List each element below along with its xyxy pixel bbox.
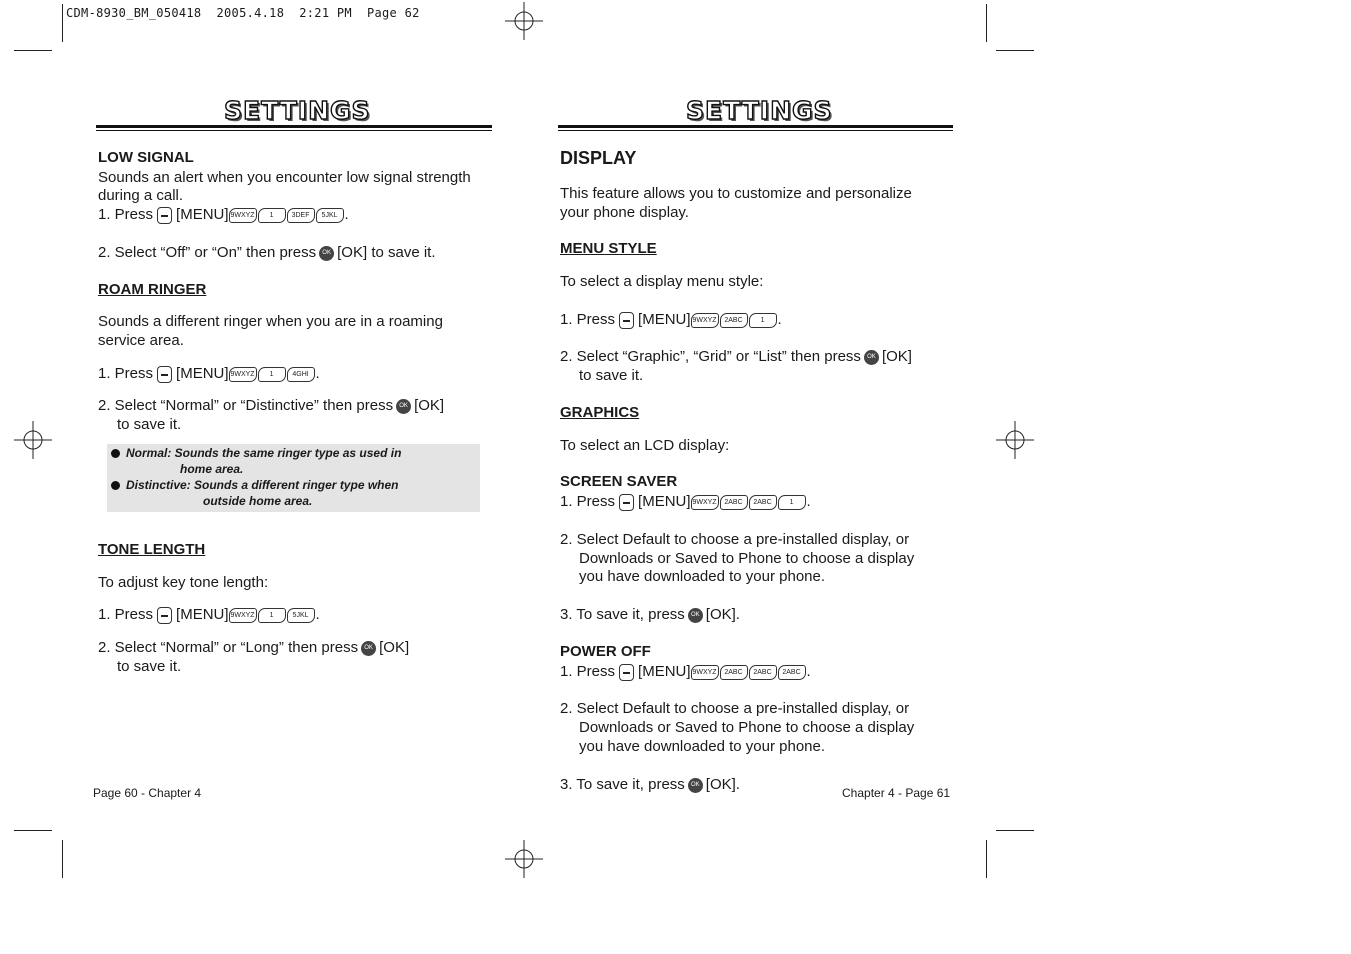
bullet-icon	[111, 481, 120, 490]
ok-key-icon: OK	[688, 778, 703, 793]
step-text: [OK]	[379, 639, 410, 656]
display-desc: This feature allows you to customize and personalize	[560, 185, 912, 202]
menu-style-desc: To select a display menu style:	[560, 273, 764, 290]
key-9-icon: 9WXYZ	[691, 665, 719, 680]
step-text: 3. To save it, press	[560, 776, 685, 793]
key-1-icon: 1	[258, 367, 286, 382]
key-4-icon: 4GHI	[287, 367, 315, 382]
tone-length-step2	[98, 638, 409, 657]
key-1-icon: 1	[778, 495, 806, 510]
note-text: Normal: Sounds the same ringer type as used in	[126, 446, 402, 460]
step-text: 1. Press	[560, 493, 616, 510]
crop-mark	[14, 50, 52, 51]
step-text: 1. Press	[98, 606, 154, 623]
registration-mark-icon	[14, 421, 52, 459]
key-9-icon: 9WXYZ	[229, 608, 257, 623]
key-9-icon: 9WXYZ	[229, 367, 257, 382]
screen-saver-step2: 2. Select Default to choose a pre-installed display, or	[560, 531, 910, 548]
section-heading-screen-saver: SCREEN SAVER	[560, 473, 678, 490]
graphics-desc: To select an LCD display:	[560, 437, 730, 454]
step-text: 2. Select “Normal” or “Distinctive” then press	[98, 397, 394, 414]
key-9-icon: 9WXYZ	[229, 208, 257, 223]
menu-key-icon	[619, 312, 634, 329]
step-text: 2. Select “Normal” or “Long” then press	[98, 639, 359, 656]
step-text: [OK]	[881, 348, 912, 365]
key-2-icon: 2ABC	[778, 665, 806, 680]
power-off-step2: 2. Select Default to choose a pre-installed display, or	[560, 700, 910, 717]
step-text: 2. Select “Graphic”, “Grid” or “List” then press	[560, 348, 861, 365]
key-2-icon: 2ABC	[720, 665, 748, 680]
key-1-icon: 1	[749, 313, 777, 328]
crop-mark	[986, 840, 987, 878]
screen-saver-step2-cont: Downloads or Saved to Phone to choose a display	[579, 550, 915, 567]
crop-mark	[62, 4, 63, 42]
section-heading-roam-ringer: ROAM RINGER	[98, 281, 207, 298]
step-text: [OK].	[705, 606, 740, 623]
roam-ringer-step2-cont: to save it.	[117, 416, 182, 433]
menu-key-icon	[157, 207, 172, 224]
step-text: 1. Press	[98, 206, 154, 223]
note-distinctive	[111, 478, 399, 492]
note-normal-cont: home area.	[180, 462, 244, 476]
key-1-icon: 1	[258, 608, 286, 623]
page-title: SETTINGS	[686, 96, 833, 125]
crop-mark	[986, 4, 987, 42]
key-9-icon: 9WXYZ	[691, 313, 719, 328]
registration-mark-icon	[996, 421, 1034, 459]
menu-label: [MENU]	[638, 663, 691, 680]
key-2-icon: 2ABC	[720, 313, 748, 328]
roam-ringer-desc: service area.	[98, 332, 184, 349]
section-heading-menu-style: MENU STYLE	[560, 240, 657, 257]
step-text: [OK] to save it.	[337, 244, 436, 261]
section-heading-display: DISPLAY	[560, 148, 637, 168]
power-off-step1: 1. Press [MENU] 9WXYZ 2ABC 2ABC 2ABC .	[560, 663, 811, 680]
ok-key-icon: OK	[396, 399, 411, 414]
key-1-icon: 1	[258, 208, 286, 223]
note-normal	[111, 446, 401, 460]
step-text: 1. Press	[98, 365, 154, 382]
key-9-icon: 9WXYZ	[691, 495, 719, 510]
page-footer: Chapter 4 - Page 61	[842, 786, 951, 800]
bullet-icon	[111, 449, 120, 458]
registration-mark-icon	[505, 840, 543, 878]
key-3-icon: 3DEF	[287, 208, 315, 223]
section-heading-power-off: POWER OFF	[560, 643, 651, 660]
menu-key-icon	[157, 366, 172, 383]
key-5-icon: 5JKL	[287, 608, 315, 623]
menu-style-step1: 1. Press [MENU] 9WXYZ 2ABC 1 .	[560, 311, 782, 328]
menu-key-icon	[619, 494, 634, 511]
roam-ringer-step2	[98, 396, 444, 415]
step-text: 2. Select “Off” or “On” then press	[98, 244, 317, 261]
key-5-icon: 5JKL	[316, 208, 344, 223]
section-heading-graphics: GRAPHICS	[560, 404, 640, 421]
registration-mark-icon	[505, 2, 543, 40]
note-distinctive-cont: outside home area.	[203, 494, 313, 508]
tone-length-step1: 1. Press [MENU] 9WXYZ 1 5JKL .	[98, 606, 320, 623]
screen-saver-step3	[560, 605, 740, 624]
title-rule	[558, 130, 953, 131]
step-text: [OK].	[705, 776, 740, 793]
section-heading-low-signal: LOW SIGNAL	[98, 149, 194, 166]
ok-key-icon: OK	[319, 246, 334, 261]
display-desc: your phone display.	[560, 204, 689, 221]
menu-style-step2	[560, 347, 912, 366]
menu-label: [MENU]	[176, 365, 229, 382]
menu-key-icon	[157, 607, 172, 624]
key-2-icon: 2ABC	[720, 495, 748, 510]
screen-saver-step2-cont: you have downloaded to your phone.	[579, 568, 826, 585]
low-signal-desc: during a call.	[98, 187, 184, 204]
crop-mark	[996, 50, 1034, 51]
step-text: [OK]	[414, 397, 445, 414]
title-rule	[96, 125, 492, 128]
ok-key-icon: OK	[688, 608, 703, 623]
low-signal-step2	[98, 243, 436, 262]
page-footer: Page 60 - Chapter 4	[93, 786, 202, 800]
ok-key-icon: OK	[864, 350, 879, 365]
title-rule	[96, 130, 492, 131]
note-text: Distinctive: Sounds a different ringer type when	[126, 478, 399, 492]
crop-mark	[996, 830, 1034, 831]
page-title: SETTINGS	[224, 96, 371, 125]
low-signal-step1: 1. Press [MENU] 9WXYZ 1 3DEF 5JKL .	[98, 206, 349, 223]
power-off-step2-cont: Downloads or Saved to Phone to choose a display	[579, 719, 915, 736]
key-2-icon: 2ABC	[749, 495, 777, 510]
low-signal-desc: Sounds an alert when you encounter low signal strength	[98, 169, 471, 186]
section-heading-tone-length: TONE LENGTH	[98, 541, 206, 558]
crop-mark	[14, 830, 52, 831]
menu-label: [MENU]	[638, 493, 691, 510]
ok-key-icon: OK	[361, 641, 376, 656]
print-slug: CDM-8930_BM_050418 2005.4.18 2:21 PM Page 62	[66, 6, 420, 20]
menu-key-icon	[619, 664, 634, 681]
roam-ringer-desc: Sounds a different ringer when you are in a roaming	[98, 313, 443, 330]
key-2-icon: 2ABC	[749, 665, 777, 680]
tone-length-step2-cont: to save it.	[117, 658, 182, 675]
title-rule	[558, 125, 953, 128]
menu-style-step2-cont: to save it.	[579, 367, 644, 384]
screen-saver-step1: 1. Press [MENU] 9WXYZ 2ABC 2ABC 1 .	[560, 493, 811, 510]
menu-label: [MENU]	[176, 606, 229, 623]
menu-label: [MENU]	[176, 206, 229, 223]
menu-label: [MENU]	[638, 311, 691, 328]
tone-length-desc: To adjust key tone length:	[98, 574, 269, 591]
roam-ringer-step1: 1. Press [MENU] 9WXYZ 1 4GHI .	[98, 365, 320, 382]
step-text: 1. Press	[560, 663, 616, 680]
power-off-step3	[560, 775, 740, 794]
step-text: 1. Press	[560, 311, 616, 328]
crop-mark	[62, 840, 63, 878]
step-text: 3. To save it, press	[560, 606, 685, 623]
power-off-step2-cont: you have downloaded to your phone.	[579, 738, 826, 755]
